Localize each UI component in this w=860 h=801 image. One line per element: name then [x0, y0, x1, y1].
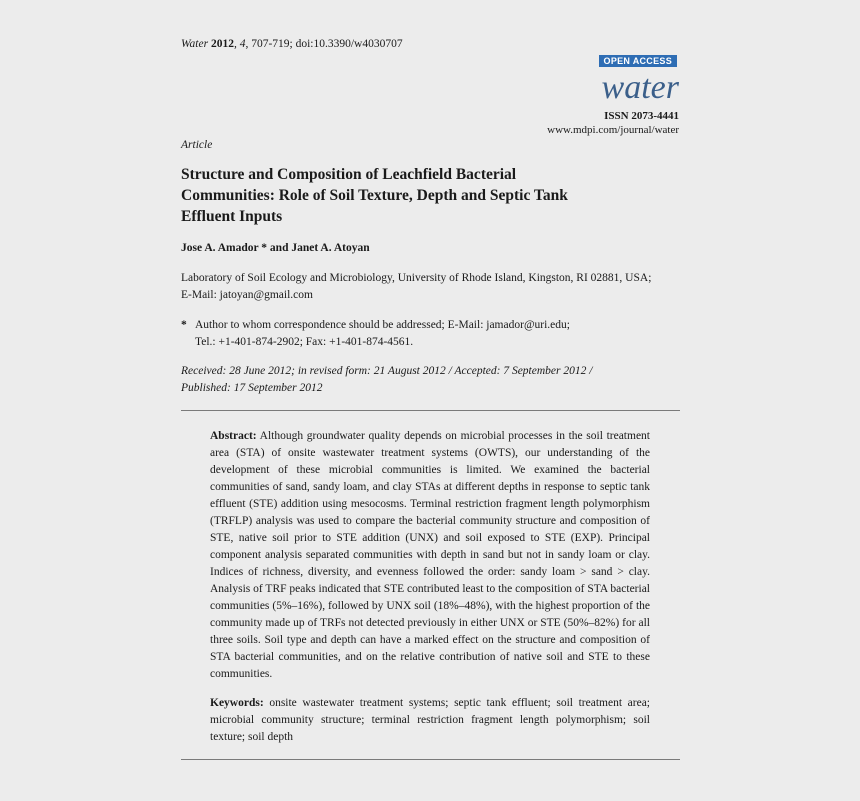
journal-volume: 4: [239, 38, 246, 50]
keywords: [210, 695, 650, 746]
dates-published: Published: 17 September 2012: [181, 382, 323, 394]
affiliation-email[interactable]: E-Mail: jatoyan@gmail.com: [181, 289, 313, 301]
article-title: Structure and Composition of Leachfield Bacterial Communities: Role of Soil Texture, Depth and Septic Tank Effluent Inputs: [181, 166, 568, 225]
journal-citation: Water 2012, 4, 707-719; doi:10.3390/w4030707: [181, 38, 403, 50]
journal-name: Water: [181, 38, 209, 50]
journal-year: 2012: [210, 38, 234, 50]
correspondence-star: *: [181, 319, 187, 331]
publication-dates: [181, 363, 681, 397]
keywords-text: onsite wastewater treatment systems; septic tank effluent; soil treatment area; microbial community structure; terminal restriction fragment length polymorphism; soil texture; soil depth: [210, 697, 650, 743]
correspondence-phone: Tel.: +1-401-874-2902; Fax: +1-401-874-4561.: [195, 336, 414, 348]
journal-website[interactable]: www.mdpi.com/journal/water: [547, 124, 679, 136]
journal-pages-doi: , 707-719; doi:10.3390/w4030707: [245, 38, 403, 50]
abstract: [210, 428, 650, 683]
journal-logo: water: [601, 69, 679, 106]
affiliation-institution: Laboratory of Soil Ecology and Microbiology, University of Rhode Island, Kingston, RI 02881, USA;: [181, 272, 652, 284]
correspondence-note: [181, 317, 691, 351]
dates-received-accepted: Received: 28 June 2012; in revised form: 21 August 2012 / Accepted: 7 September 2012 /: [181, 365, 593, 377]
article-type: Article: [181, 139, 213, 151]
keywords-label: Keywords:: [210, 697, 264, 709]
authors: Jose A. Amador * and Janet A. Atoyan: [181, 242, 370, 254]
divider-bottom: [181, 759, 680, 760]
affiliation: [181, 270, 691, 304]
open-access-badge: OPEN ACCESS: [599, 55, 677, 67]
abstract-text: Although groundwater quality depends on microbial processes in the soil treatment area (STA) of onsite wastewater treatment systems (OWTS), our understanding of the development of these microbial communities is limited. We examined the bacterial communities of sand, sandy loam, and clay STAs at different depths in response to septic tank effluent (STE) addition using mesocosms. Terminal restriction fragment length polymorphism (TRFLP) analysis was used to compare the bacterial community structure and composition of STE, native soil prior to STE addition (UNX) and soil exposed to STE (EXP). Principal component analysis separated communities with depth in sand but not in sandy loam or clay. Indices of richness, diversity, and evenness followed the order: sandy loam > sand > clay. Analysis of TRF peaks indicated that STE contributed least to the composition of STA bacterial communities (5%–16%), followed by UNX soil (18%–48%), with the highest proportion of the community made up of TRFs not detected previously in either UNX or STE (50%–82%) for all three soils. Soil type and depth can have a marked effect on the structure and composition of STA bacterial communities, and on the relative contribution of native soil and STE to these communities.: [210, 430, 650, 680]
divider-top: [181, 410, 680, 411]
abstract-label: Abstract:: [210, 430, 257, 442]
correspondence-email: Author to whom correspondence should be addressed; E-Mail: jamador@uri.edu;: [195, 319, 570, 331]
issn: ISSN 2073-4441: [604, 110, 679, 122]
